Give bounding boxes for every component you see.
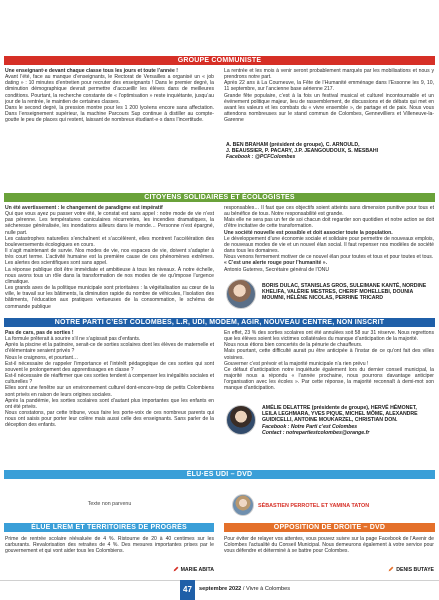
notre-parti-right-paragraph: En effet, 23 % des sorties scolaires ont été annulées soit 58 sur 31 réserve. Nous regrettons que les élèves soient les victimes collatérales du manque d’anticipation de la majorité. bbox=[224, 330, 434, 343]
ecolo-left-paragraph: Qui que vous ayez pu passer votre été, le constat est sans appel : notre mode de vie n’est pas pérenne. Les températures caniculaires récurrentes, les incendies dramatiques, la sécheresse généralisée, les inondations ailleurs dans le monde… Personne n’est épargné, nulle part. bbox=[5, 211, 214, 236]
ecolo-right-paragraph: Nous venons fermement motiver de ce nouvel élan pour toutes et tous et pour toutes et tous. bbox=[224, 254, 434, 261]
ecolo-left-paragraph: La réponse publique doit être immédiate et ambitieuse à tous les niveaux. À notre échelle, nous avons tous un rôle dans la transformation de nos modes de vie qu’impose l’urgence climatique. bbox=[5, 266, 214, 285]
ecolo-left-paragraph: Les grands axes de la politique municipale sont prioritaires : la végétalisation au cœur de la ville, le travail sur les bâtiments, la diminution rapide du nombre de véhicules, l’isolation des bâtiments, l’éducation aux pratiques vertueuses de la consommation, le schéma de commande publique bbox=[5, 285, 214, 310]
communiste-signer-line-1: A. BEN BRAHAM (président de groupe), C. ARNOULD, bbox=[226, 142, 360, 148]
notre-parti-right-column bbox=[224, 330, 434, 402]
opposition-signer bbox=[330, 566, 434, 573]
ecolo-right-paragraph: Le développement d’une économie sociale et solidaire pour permettre de nouveaux emplois, de nouveaux modes de vie et un nouvel élan social. Il faut repenser nos modèles de société dans tous les domaines. bbox=[224, 235, 434, 255]
notre-parti-left-paragraph: La formule prêterait à sourire s’il ne s’agissait pas d’enfants. bbox=[5, 336, 141, 343]
communiste-left-column bbox=[5, 68, 214, 190]
notre-parti-left-paragraph: Est-il nécessaire de réaffirmer que ces sorties tendent à compenser les inégalités sociales et culturelles ? bbox=[5, 373, 214, 386]
udi-right-names: SÉBASTIEN PERROTEL ET YAMINA TATON bbox=[258, 503, 370, 509]
footer-caption bbox=[199, 586, 290, 592]
ecolo-signer-line-1: BORIS DULAC, STANISLAS GROS, SULEIMANE KANTÉ, NORDINE bbox=[262, 283, 427, 289]
communiste-right-paragraph: Grande fête populaire, c’est à la fois un festival musical et culturel incontournable et un événement politique majeur, lieu de rassemblement, de discussions et de débats qui met en avant les valeurs et les combats du « vivre ensemble », de partage et de paix. Nous vous attendons nombreuses sur le stand commun de Colombes, Gennevilliers et Villeneuve-la-Garenne bbox=[224, 92, 434, 124]
lrem-text bbox=[5, 536, 214, 564]
notre-parti-group-photo bbox=[226, 405, 256, 435]
udi-photo bbox=[232, 494, 254, 516]
section-title-udi-dvd: ÉLU·ES UDI – DVD bbox=[4, 470, 435, 479]
opposition-paragraph: Pour éviter de relayer vos attentes, vous pouvez suivre sur la page Facebook de l’Avenir de Colombes l’actualité du Conseil Municipal. Nous demeurons également à votre service pour vous défendre et déterminé à se battre pour Colombes. bbox=[224, 536, 434, 555]
communiste-right-column bbox=[224, 68, 434, 140]
section-title-notre-parti: NOTRE PARTI C’EST COLOMBES, L.R, UDI, MODEM, AGIR, NOUVEAU CENTRE, NON INSCRIT bbox=[4, 318, 435, 327]
ecolo-signer-line-2: KHELIFA, VALÉRIE MESTRES, CHERIF MOHELLEBI, DOUNIA bbox=[262, 289, 414, 296]
ecolo-right-column bbox=[224, 205, 434, 278]
lrem-signer-name: MARIE ABITA bbox=[180, 567, 214, 573]
footer-publication: Vivre à Colombes bbox=[245, 586, 291, 592]
ecolo-left-paragraph: Il s’agit maintenant de survie. Nos modes de vie, nos espaces de vie, doivent s’adapter à très court terme. L’activité humaine est la première cause de ces phénomènes extrêmes. Les alertes des scientifiques sont sans appel. bbox=[5, 248, 214, 267]
ecolo-right-paragraph: Une société nouvelle est possible et doit associer toute la population. bbox=[224, 229, 393, 236]
section-title-communiste: GROUPE COMMUNISTE bbox=[4, 56, 435, 65]
notre-parti-contact: Contact : notrepartiestcolombes@orange.fr bbox=[262, 429, 370, 436]
footer-separator: / bbox=[242, 586, 246, 592]
communiste-left-paragraph: Avant l’été, face au manque d’enseignants, le Rectorat de Versailles a organisé un « job dating » : 10 minutes d’entretien pour recruter des enseignants ! Dans le premier degré, la diminution démographique devrait permettre d’accueillir les élèves dans de meilleures conditions. Pourtant, la recherche constante de « l’optimisation » reste inquiétante, jusqu’au jour de la rentrée, le maintien de certaines classes. bbox=[5, 74, 214, 105]
communiste-left-paragraph: Dans le second degré, la pression montre pour les 1 200 lycéens encore sans affectation. Dans l’enseignement supérieur, la machine Parcours Sup continue à distiller au compte-goutte le peu de places qui restent, laissant de nombreux étudiant·e·s dans l’incertitude. bbox=[5, 104, 214, 124]
notre-parti-right-paragraph: Gouverner c’est prévoir et la majorité municipale n’a rien prévu ! bbox=[224, 360, 369, 367]
lrem-paragraph: Prime de rentrée scolaire réévaluée de 4 %. Ristourne de 20 à 40 centimes sur les carburants. Revalorisation des retraites de 4 %. Des mesures importantes prises par le gouvernement et qui vont aider tous les Colombiens. bbox=[5, 536, 214, 555]
ecolo-signers bbox=[262, 283, 434, 302]
notre-parti-signer-line-1: AMÉLIE DELATTRE (présidente de groupe), HERVÉ HÉMONET, bbox=[262, 405, 417, 411]
communiste-right-paragraph: La rentrée et les mois à venir seront probablement marqués par les mobilisations et nous y prendrons notre part. bbox=[224, 68, 434, 81]
ecolo-signer-line-3: MOUMNI, HÉLÈNE NICOLAS, PERRINE TRICARD bbox=[262, 295, 384, 302]
udi-left-note: Texte non parvenu bbox=[87, 501, 132, 507]
section-title-lrem: ÉLUE LREM ET TERRITOIRES DE PROGRÈS bbox=[4, 523, 214, 532]
notre-parti-right-paragraph: Ce défaut d’anticipation notre inquiétude également lors du dernier conseil municipal, la majorité nous a répondu « l’année prochaine, nous pourrons davantage anticiper l’organisation avec les écoles ». Par cette réponse, la majorité reconnaît à demi-mot son manque d’anticipation. bbox=[224, 366, 434, 392]
notre-parti-signer-line-2: LEILA LEGHMARA, YVES PIQUE, MICHEL MÔME, ALEXANDRE bbox=[262, 411, 418, 418]
notre-parti-left-paragraph: Pas de cars, pas de sorties ! bbox=[5, 330, 74, 336]
lrem-signer bbox=[120, 566, 214, 573]
footer-rule bbox=[0, 580, 439, 581]
page-number: 47 bbox=[180, 580, 195, 600]
opposition-text bbox=[224, 536, 434, 564]
ecolo-right-paragraph: Mais elle ne sera pas un fer de soi chacun doit regarder son quotidien et notre action se doit d’être incitative de cette transformation. bbox=[224, 217, 434, 230]
pen-icon bbox=[388, 566, 394, 572]
notre-parti-left-paragraph: Nous constatons, par cette tribune, vous faire les porte-voix de ces nombreux parents qui nous ont saisis pour porter leur colère mais aussi celle des enseignants. Sans parler de la déception des enfants. bbox=[5, 410, 214, 429]
notre-parti-left-paragraph: Est-il nécessaire de rappeler l’importance et l’intérêt pédagogique de ces sorties qui sont souvent le prolongement des apprentissages en classe ? bbox=[5, 360, 214, 373]
communiste-signers bbox=[226, 142, 436, 161]
notre-parti-left-paragraph: Après la piscine et la patinoire, serait-ce de sorties scolaires dont les élèves de maternelle et d’élémentaire seraient privés ? bbox=[5, 342, 214, 355]
ecolo-left-paragraph: Un été avertissement : le changement de paradigme est impératif bbox=[5, 205, 163, 211]
notre-parti-left-paragraph: Après la pandémie, les sorties scolaires sont d’autant plus importantes que les enfants en ont été privés. bbox=[5, 397, 214, 410]
notre-parti-left-paragraph: Elles sont une fenêtre sur un environnement culturel dont-encore-trop de petits Colombiens sont privés en raison de leurs origines sociales. bbox=[5, 385, 214, 398]
opposition-signer-name: DENIS BUTAYE bbox=[396, 567, 434, 573]
ecolo-right-paragraph: responsables… Il faut que ces objectifs soient atteints sans dimension punitive pour tous et au bénéfice de tous. Notre responsabilité est grande. bbox=[224, 205, 434, 218]
ecolo-right-paragraph: « C’est une alerte rouge pour l’humanité ». bbox=[224, 260, 328, 267]
section-title-opposition: OPPOSITION DE DROITE – DVD bbox=[224, 523, 435, 532]
notre-parti-right-paragraph: Nous nous étions bien concertés de la pénurie de chauffeurs. bbox=[224, 342, 363, 349]
footer-date: septembre 2022 bbox=[199, 586, 242, 592]
section-title-ecolo: CITOYENS SOLIDAIRES ET ÉCOLOGISTES bbox=[4, 193, 435, 202]
communiste-signer-line-2: J. BEAUSSIER, P. PACARY, J.P. JEANGOUDOUX, S. MESBAHI bbox=[226, 148, 379, 155]
notre-parti-signers bbox=[262, 405, 434, 436]
notre-parti-left-paragraph: Nous le craignons, et pourtant… bbox=[5, 354, 79, 361]
ecolo-right-paragraph: Antonio Guterres, Secrétaire général de l’ONU bbox=[224, 266, 330, 273]
ecolo-left-paragraph: Les catastrophes naturelles s’enchaînent et s’accélèrent, elles montrent l’accélération des bouleversements écologiques en cours. bbox=[5, 235, 214, 248]
communiste-right-paragraph: Après 22 ans à La Courneuve, la Fête de l’Humanité emménage dans l’Essonne les 9, 10, 11 septembre, sur l’ancienne base aérienne 217. bbox=[224, 80, 434, 93]
communiste-left-paragraph: Une enseignant·e devant chaque classe tous les jours et toute l’année ! bbox=[5, 68, 178, 74]
ecolo-group-photo bbox=[226, 279, 256, 309]
ecolo-left-column bbox=[5, 205, 214, 313]
notre-parti-facebook: Facebook : Notre Parti c’est Colombes bbox=[262, 423, 358, 430]
pen-icon bbox=[173, 566, 179, 572]
notre-parti-signer-line-3: GUIDICELLI, ANTOINE MOUKARZEL, CHRISTIAN DON. bbox=[262, 417, 398, 424]
notre-parti-left-column bbox=[5, 330, 214, 462]
communiste-facebook: Facebook : @PCFColombes bbox=[226, 154, 296, 161]
notre-parti-right-paragraph: Mais pourtant, cette difficulté aurait pu être anticipée à l’instar de ce qu’ont fait des villes voisines. bbox=[224, 348, 434, 361]
